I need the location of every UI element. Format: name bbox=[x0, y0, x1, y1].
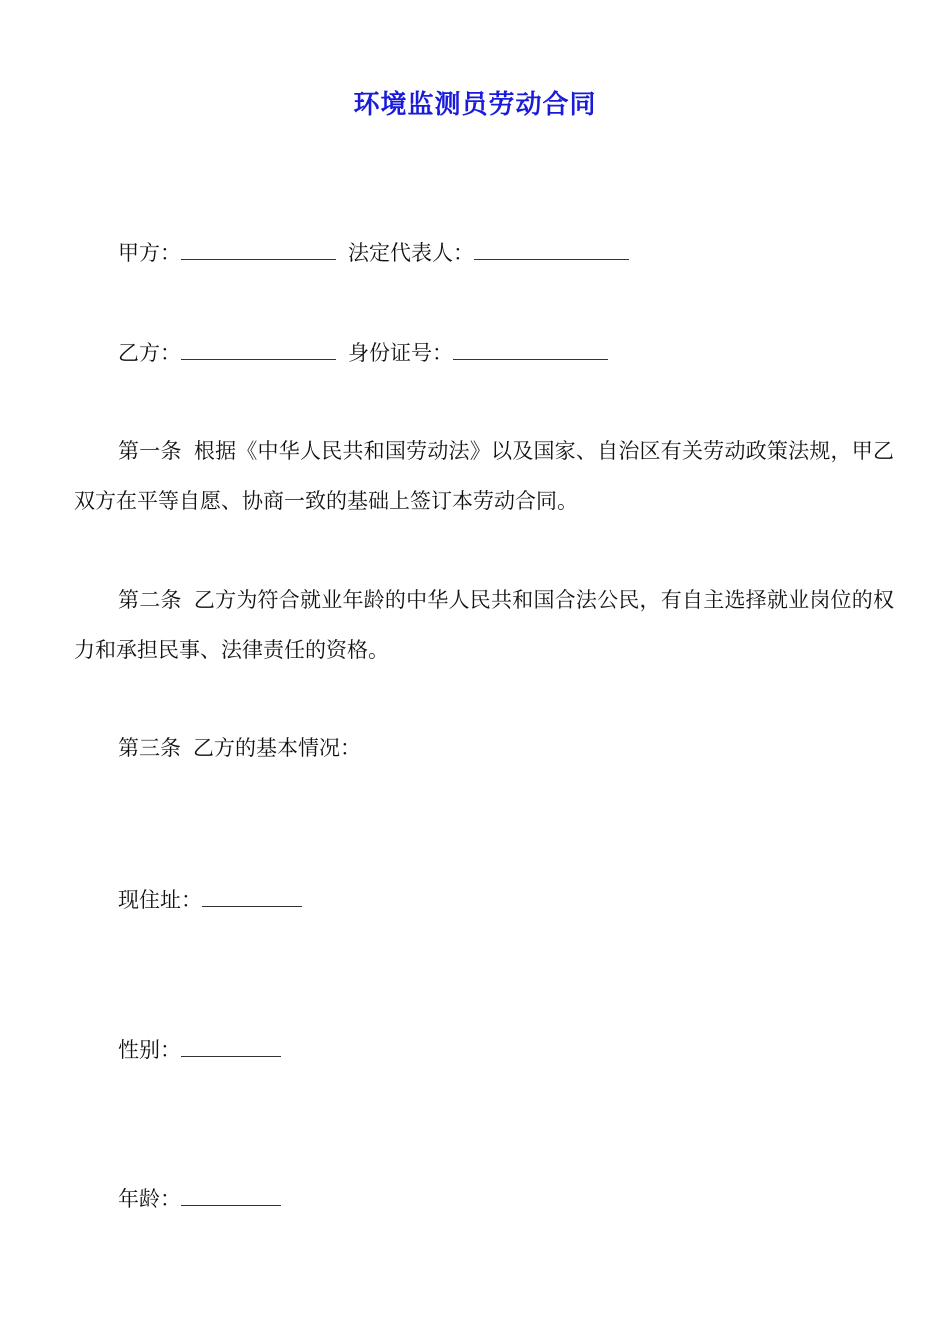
legal-rep-blank[interactable] bbox=[474, 237, 629, 260]
article-3 bbox=[74, 723, 894, 773]
article-2 bbox=[74, 575, 894, 675]
article-1-text: 根据《中华人民共和国劳动法》以及国家、自治区有关劳动政策法规，甲乙双方在平等自愿、协商一致的基础上签订本劳动合同。 bbox=[74, 439, 895, 513]
party-b-blank[interactable] bbox=[181, 337, 336, 360]
party-b-label: 乙方： bbox=[118, 341, 181, 365]
age-label: 年龄： bbox=[118, 1187, 181, 1211]
article-1 bbox=[74, 426, 894, 526]
id-number-label: 身份证号： bbox=[348, 341, 453, 365]
document-title: 环境监测员劳动合同 bbox=[353, 90, 597, 120]
party-a-line bbox=[118, 237, 641, 268]
article-2-number: 第二条 bbox=[118, 588, 182, 612]
gender-label: 性别： bbox=[118, 1038, 181, 1062]
address-blank[interactable] bbox=[202, 884, 302, 907]
age-blank[interactable] bbox=[181, 1183, 281, 1206]
article-1-number: 第一条 bbox=[118, 439, 182, 463]
article-3-number: 第三条 bbox=[118, 736, 181, 760]
article-3-text: 乙方的基本情况： bbox=[193, 736, 361, 760]
age-line bbox=[118, 1183, 293, 1214]
legal-rep-label: 法定代表人： bbox=[348, 241, 474, 265]
id-number-blank[interactable] bbox=[453, 337, 608, 360]
address-label: 现住址： bbox=[118, 888, 202, 912]
gender-line bbox=[118, 1034, 293, 1065]
party-b-line bbox=[118, 337, 620, 368]
address-line bbox=[118, 884, 314, 915]
party-a-blank[interactable] bbox=[181, 237, 336, 260]
gender-blank[interactable] bbox=[181, 1034, 281, 1057]
article-2-text: 乙方为符合就业年龄的中华人民共和国合法公民，有自主选择就业岗位的权力和承担民事、法律责任的资格。 bbox=[74, 588, 895, 662]
party-a-label: 甲方： bbox=[118, 241, 181, 265]
